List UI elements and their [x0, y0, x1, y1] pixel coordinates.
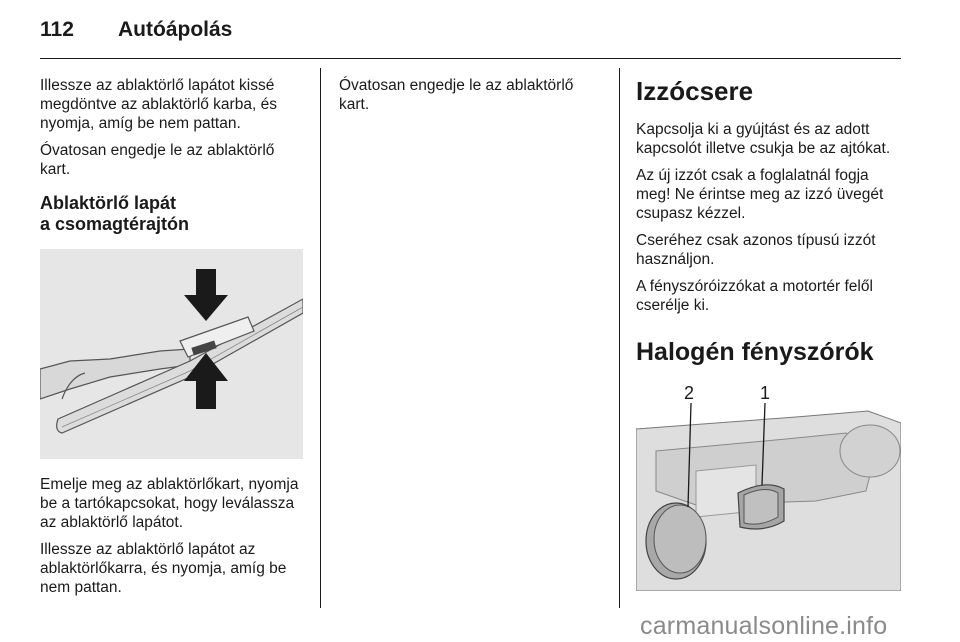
- wiper-blade-illustration: [40, 249, 303, 459]
- wiper-blade-drawing: [40, 249, 303, 459]
- column-right: [636, 76, 904, 607]
- paragraph: Cseréhez csak azonos típusú izzót használjon.: [636, 232, 876, 268]
- paragraph: Emelje meg az ablaktörlőkart, nyomja be a tartókapcsokat, hogy leválassza az ablaktörlő lapátot.: [40, 476, 299, 531]
- page-header: [40, 14, 900, 48]
- subheading-line: a csomagtérajtón: [40, 214, 190, 234]
- paragraph: Kapcsolja ki a gyújtást és az adott kapcsolót illetve csukja be az ajtókat.: [636, 121, 891, 157]
- page-number: 112: [40, 18, 74, 41]
- paragraph: Illessze az ablaktörlő lapátot kissé megdöntve az ablaktörlő karba, és nyomja, amíg be nem pattan.: [40, 77, 277, 132]
- bulb-replacement-title: Izzócsere: [636, 76, 754, 106]
- callout-label: 2: [684, 383, 695, 403]
- paragraph: Óvatosan engedje le az ablaktörlő kart.: [339, 77, 574, 113]
- paragraph: A fényszóróizzókat a motortér felől cserélje ki.: [636, 278, 873, 314]
- section-title: Autóápolás: [118, 18, 233, 41]
- callout-label: 1: [760, 383, 771, 403]
- paragraph: Illessze az ablaktörlő lapátot az ablaktörlőkarra, és nyomja, amíg be nem pattan.: [40, 541, 287, 596]
- column-divider-1: [320, 68, 321, 608]
- subheading-line: Ablaktörlő lapát: [40, 193, 177, 213]
- column-middle: [339, 76, 605, 122]
- paragraph: Óvatosan engedje le az ablaktörlő kart.: [40, 142, 275, 178]
- column-left: [40, 76, 306, 605]
- headlight-illustration: [636, 381, 901, 591]
- paragraph: Az új izzót csak a foglalatnál fogja meg! Ne érintse meg az izzó üvegét csupasz kézzel.: [636, 167, 884, 222]
- watermark: carmanualsonline.info: [640, 612, 888, 640]
- subheading-rear-wiper: [40, 193, 306, 235]
- halogen-headlights-title: Halogén fényszórók: [636, 338, 874, 366]
- headlight-drawing: [636, 381, 901, 591]
- column-divider-2: [619, 68, 620, 608]
- header-divider: [40, 58, 901, 59]
